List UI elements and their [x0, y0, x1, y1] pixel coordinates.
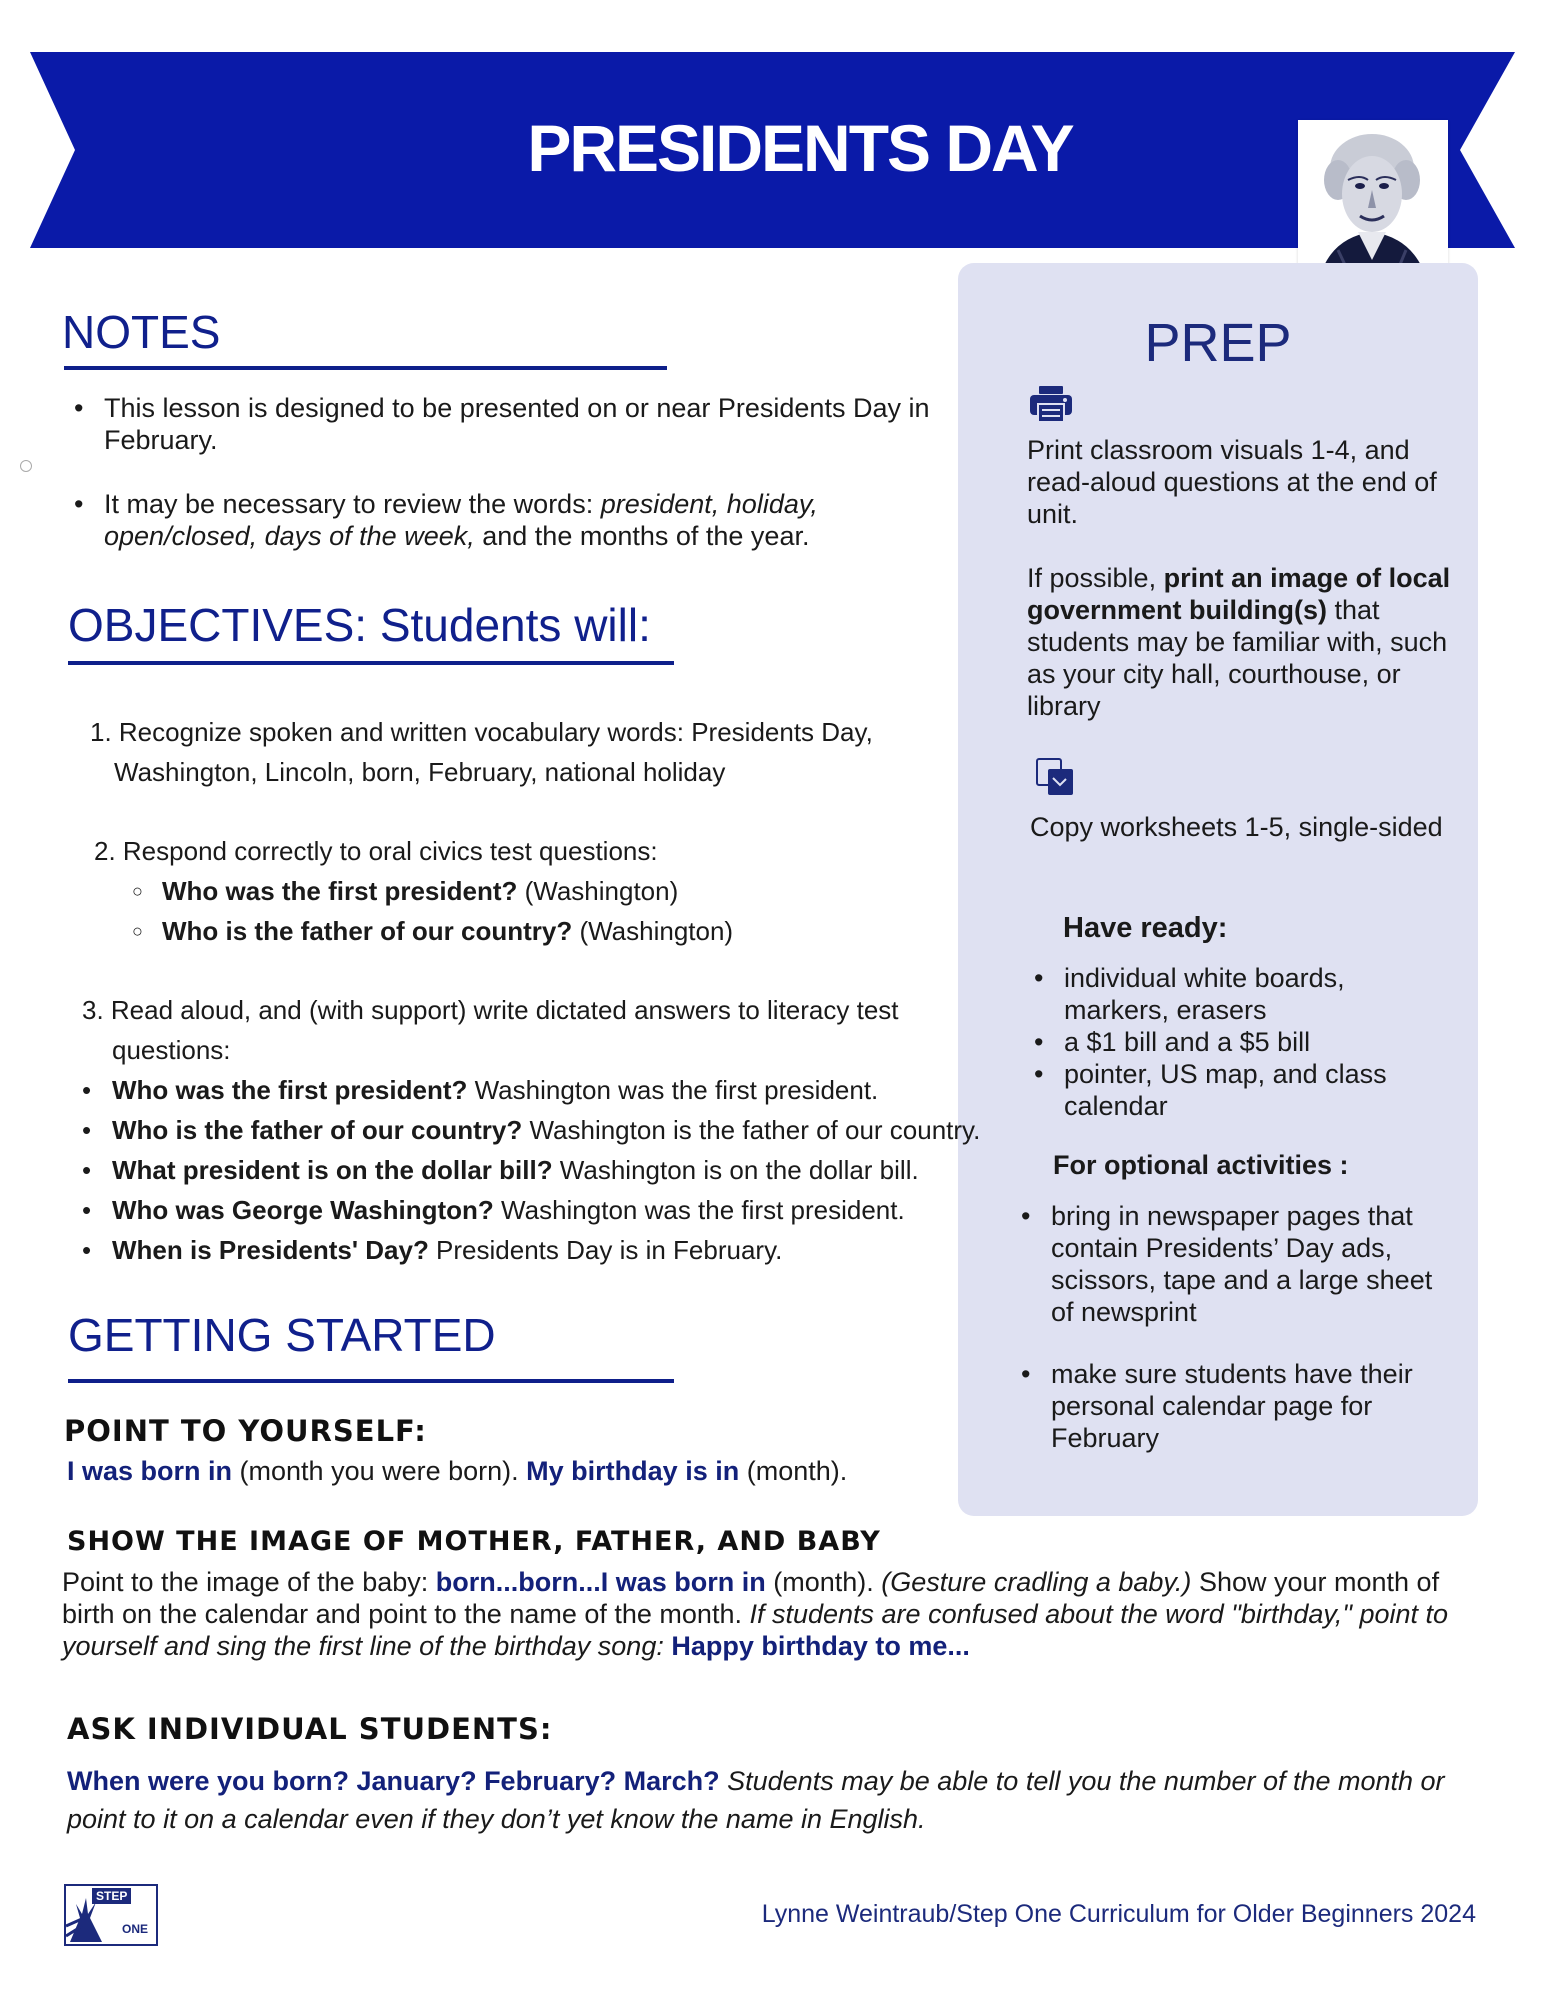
point-bold-2: My birthday is in: [526, 1456, 740, 1486]
show-bold-1: born...born...I was born in: [435, 1567, 766, 1597]
page-title: PRESIDENTS DAY: [527, 111, 1073, 185]
footer-credit: Lynne Weintraub/Step One Curriculum for Older Beginners 2024: [761, 1900, 1476, 1928]
show-text-1: Point to the image of the baby:: [62, 1567, 436, 1597]
question: Who was the first president?: [162, 876, 518, 906]
objective-2: [90, 831, 960, 951]
show-italic-1: (Gesture cradling a baby.): [881, 1567, 1192, 1597]
logo-bottom-text: ONE: [122, 1922, 149, 1936]
question: When is Presidents' Day?: [112, 1235, 429, 1265]
washington-portrait: [1298, 120, 1448, 284]
list-item: • pointer, US map, and class calendar: [1034, 1058, 1434, 1122]
notes-item-1: • This lesson is designed to be presented on or near Presidents Day in February.: [74, 392, 954, 456]
answer: Washington was the first president.: [493, 1195, 905, 1225]
question: Who was George Washington?: [112, 1195, 494, 1225]
list-item: • bring in newspaper pages that contain Presidents’ Day ads, scissors, tape and a large sheet of newsprint: [1021, 1200, 1446, 1328]
list-item: • individual white boards, markers, erasers: [1034, 962, 1434, 1026]
objective-1-line-2: Washington, Lincoln, born, February, national holiday: [114, 757, 726, 787]
answer: Washington was the first president.: [467, 1075, 879, 1105]
answer: Presidents Day is in February.: [428, 1235, 783, 1265]
prep-possible-prefix: If possible,: [1027, 563, 1164, 593]
objective-3-line-1: 3. Read aloud, and (with support) write dictated answers to literacy test: [82, 995, 899, 1025]
objective-2-text: 2. Respond correctly to oral civics test questions:: [94, 836, 658, 866]
point-heading: POINT TO YOURSELF:: [64, 1414, 427, 1448]
portrait-image: [1298, 120, 1448, 284]
prep-possible-suffix: that students may be familiar with, such as your city hall, courthouse, or library: [1027, 595, 1448, 721]
question: What president is on the dollar bill?: [112, 1155, 553, 1185]
prep-possible-text: [1027, 562, 1457, 722]
printer-icon: [1030, 386, 1072, 422]
show-bold-2: Happy birthday to me...: [671, 1631, 970, 1661]
point-bold-1: I was born in: [67, 1456, 233, 1486]
step-one-logo: [64, 1884, 158, 1946]
list-item: [82, 1070, 982, 1110]
notes-item-2-italic: president, holiday, open/closed, days of the week,: [104, 489, 818, 551]
list-item: [82, 1150, 982, 1190]
list-item: • a $1 bill and a $5 bill: [1034, 1026, 1434, 1058]
notes-rule: [64, 366, 667, 370]
point-text-2: (month).: [739, 1456, 848, 1486]
notes-item-2-suffix: and the months of the year.: [474, 521, 810, 551]
show-text: [62, 1566, 1492, 1662]
notes-item-2-prefix: It may be necessary to review the words:: [104, 489, 601, 519]
notes-item-2: [74, 488, 954, 552]
show-text-3: Show your month of birth on the calendar and point to the name of the month.: [62, 1567, 1440, 1629]
objective-2-sub-1: [132, 871, 960, 911]
prep-title: PREP: [1144, 313, 1292, 373]
objective-2-sub-2: [132, 911, 960, 951]
show-heading: SHOW THE IMAGE OF MOTHER, FATHER, AND BABY: [67, 1526, 881, 1557]
prep-possible-bold: print an image of local government building(s): [1027, 563, 1451, 625]
getting-started-title: GETTING STARTED: [68, 1309, 496, 1361]
answer: Washington is the father of our country.: [522, 1115, 981, 1145]
notes-title: NOTES: [62, 306, 221, 358]
objective-1: [90, 712, 960, 792]
margin-mark: [20, 460, 32, 472]
objectives-title: OBJECTIVES: Students will:: [68, 599, 651, 651]
ask-text: [67, 1762, 1497, 1838]
point-text: [67, 1455, 967, 1487]
list-item: [82, 1230, 982, 1270]
copy-icon: [1036, 758, 1074, 796]
question: Who was the first president?: [112, 1075, 468, 1105]
optional-list: [1021, 1200, 1446, 1454]
prep-print-text: Print classroom visuals 1-4, and read-aloud questions at the end of unit.: [1027, 435, 1437, 529]
have-ready-heading: Have ready:: [1063, 912, 1228, 944]
prep-copy-text: Copy worksheets 1-5, single-sided: [1030, 812, 1443, 842]
list-item: • make sure students have their personal calendar page for February: [1021, 1358, 1446, 1454]
ask-italic-1: Students may be able to tell you the number of the month or point to it on a calendar even if they don’t yet know the name in English.: [67, 1766, 1445, 1834]
answer: Washington is on the dollar bill.: [552, 1155, 919, 1185]
ask-heading: ASK INDIVIDUAL STUDENTS:: [67, 1712, 553, 1746]
show-italic-2: If students are confused about the word "birthday," point to yourself and sing the first line of the birthday song:: [62, 1599, 1449, 1661]
list-item: [82, 1190, 982, 1230]
objective-3: [82, 990, 982, 1270]
objectives-rule: [68, 661, 674, 665]
have-ready-list: [1034, 962, 1434, 1122]
list-item: [82, 1110, 982, 1150]
getting-started-rule: [68, 1379, 674, 1383]
ask-bold-1: When were you born? January? February? March?: [67, 1766, 720, 1796]
logo-top-text: STEP: [92, 1888, 131, 1904]
objective-1-line-1: 1. Recognize spoken and written vocabulary words: Presidents Day,: [90, 717, 873, 747]
answer: (Washington): [572, 916, 734, 946]
notes-list: [74, 392, 954, 552]
answer: (Washington): [517, 876, 679, 906]
objective-3-line-2: questions:: [112, 1035, 231, 1065]
show-text-2: (month).: [765, 1567, 882, 1597]
question: Who is the father of our country?: [112, 1115, 523, 1145]
point-text-1: (month you were born).: [232, 1456, 527, 1486]
question: Who is the father of our country?: [162, 916, 573, 946]
optional-heading: For optional activities :: [1053, 1150, 1349, 1180]
